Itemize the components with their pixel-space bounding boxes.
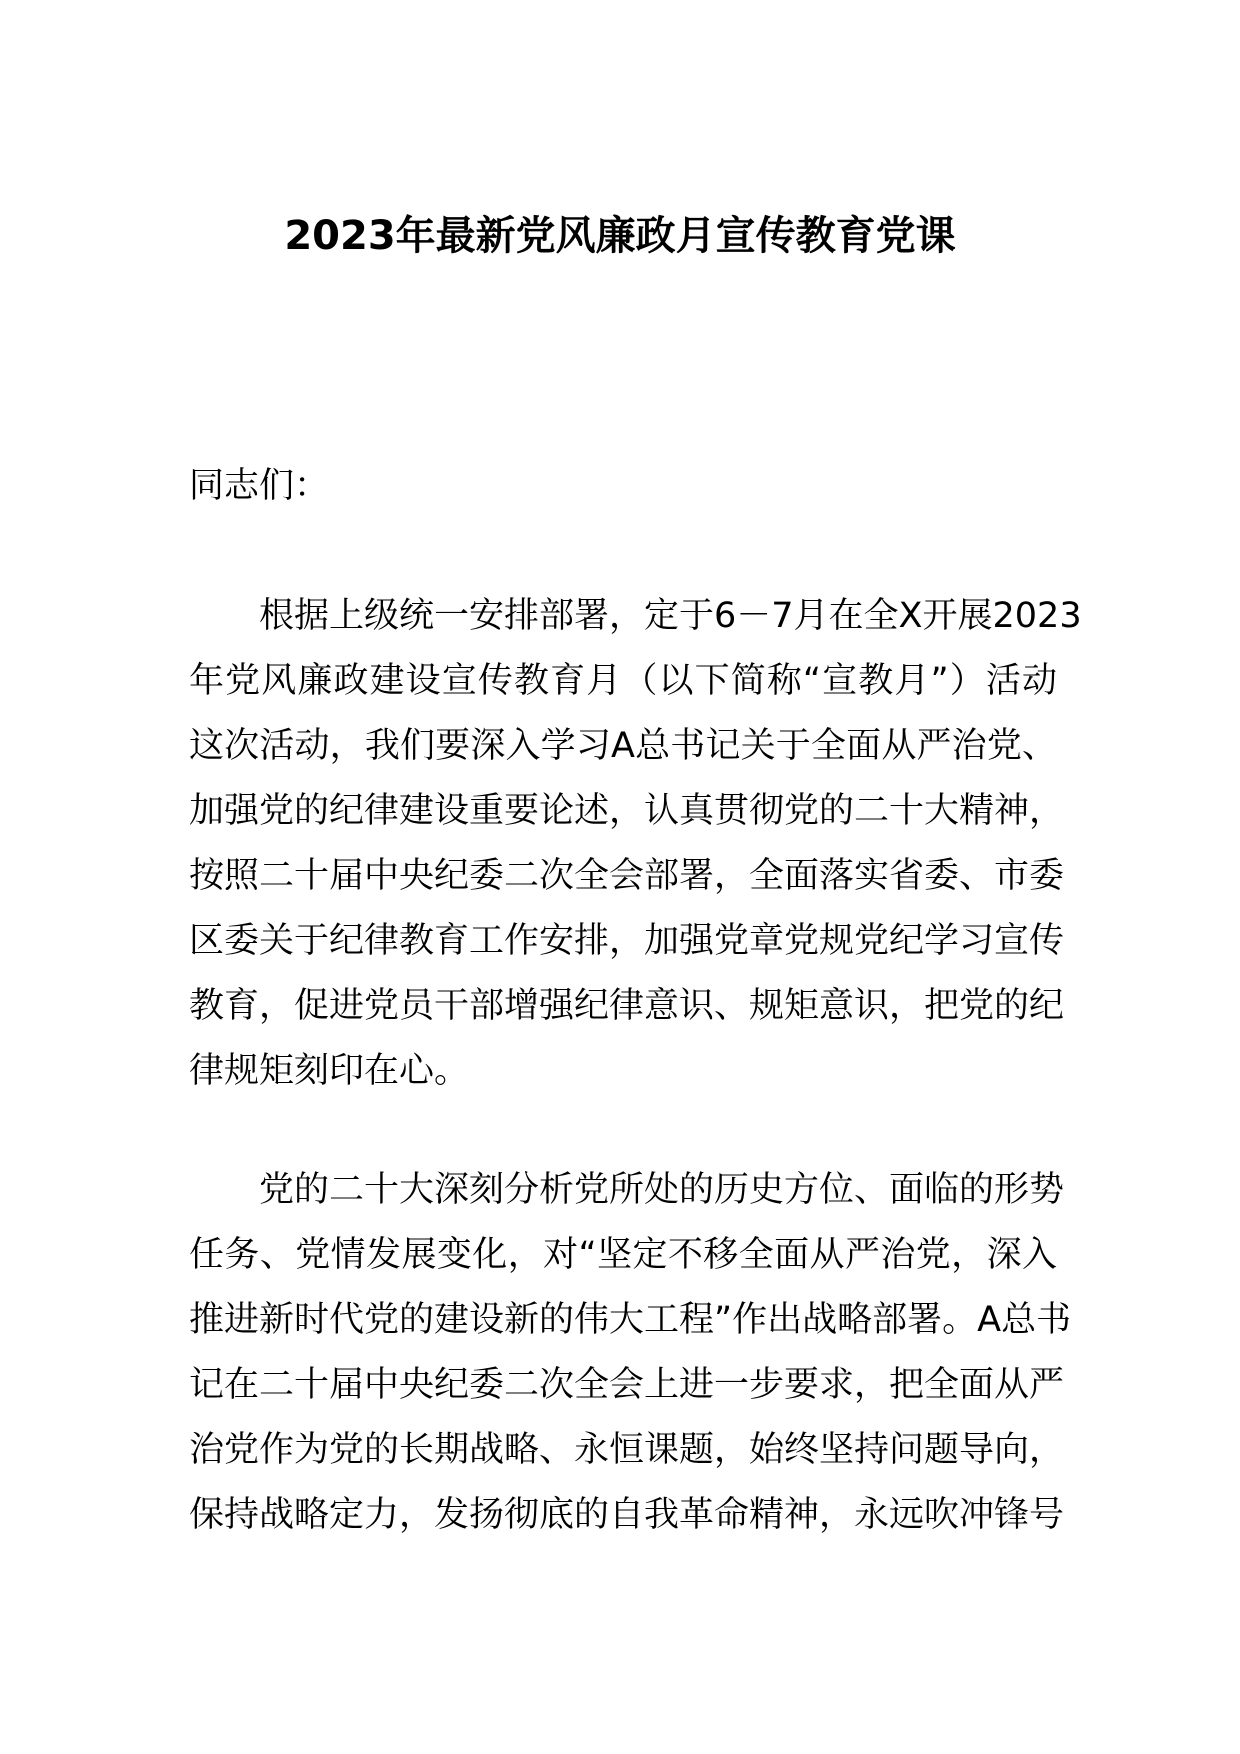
paragraph-line: 记在二十届中央纪委二次全会上进一步要求，把全面从严 bbox=[189, 1365, 1065, 1405]
paragraph-line: 区委关于纪律教育工作安排，加强党章党规党纪学习宣传 bbox=[189, 921, 1065, 961]
paragraph-line: 任务、党情发展变化，对“坚定不移全面从严治党，深入 bbox=[189, 1235, 1057, 1275]
paragraph-1 bbox=[189, 584, 1082, 1104]
paragraph-line: 保持战略定力，发扬彻底的自我革命精神，永远吹冲锋号 bbox=[189, 1495, 1065, 1535]
paragraph-line: 按照二十届中央纪委二次全会部署，全面落实省委、市委 bbox=[189, 856, 1065, 896]
document-title: 2023年最新党风廉政月宣传教育党课 bbox=[284, 213, 956, 259]
paragraph-line: 律规矩刻印在心。 bbox=[189, 1051, 470, 1091]
greeting: 同志们： bbox=[189, 466, 330, 506]
paragraph-line: 治党作为党的长期战略、永恒课题，始终坚持问题导向， bbox=[189, 1430, 1065, 1470]
paragraph-line: 推进新时代党的建设新的伟大工程”作出战略部署。A总书 bbox=[189, 1300, 1072, 1340]
paragraph-line: 加强党的纪律建设重要论述，认真贯彻党的二十大精神， bbox=[189, 791, 1065, 831]
paragraph-line: 根据上级统一安排部署，定于6－7月在全X开展2023 bbox=[259, 596, 1082, 636]
paragraph-line: 党的二十大深刻分析党所处的历史方位、面临的形势 bbox=[259, 1170, 1065, 1210]
paragraph-2 bbox=[189, 1158, 1072, 1548]
paragraph-line: 教育，促进党员干部增强纪律意识、规矩意识，把党的纪 bbox=[189, 986, 1065, 1026]
paragraph-line: 年党风廉政建设宣传教育月（以下简称“宣教月”）活动 bbox=[189, 661, 1057, 701]
paragraph-line: 这次活动，我们要深入学习A总书记关于全面从严治党、 bbox=[189, 726, 1057, 766]
